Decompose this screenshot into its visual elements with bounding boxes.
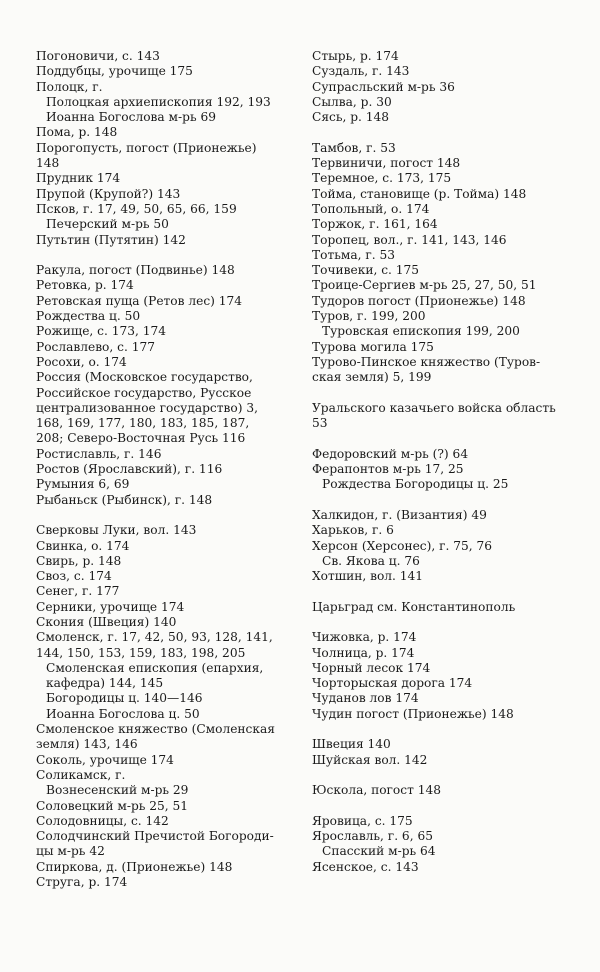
index-entry: [36, 584, 290, 599]
entry-line: Поддубцы, урочище 175: [36, 64, 193, 79]
entry-line: Свинка, о. 174: [36, 538, 130, 553]
entry-line: 168, 169, 177, 180, 183, 185, 187,: [36, 416, 250, 431]
entry-line: Струга, р. 174: [36, 875, 128, 890]
entry-line: Ретовская пуща (Ретов лес) 174: [36, 293, 243, 308]
entry-line: Ростиславль, г. 146: [36, 446, 162, 461]
index-subentry: [36, 95, 290, 110]
entry-line: Сверковы Луки, вол. 143: [36, 523, 197, 538]
index-entry: [312, 814, 574, 829]
entry-line: Прудник 174: [36, 171, 121, 186]
entry-line: Погоновичи, с. 143: [36, 49, 160, 63]
index-entry: [312, 860, 574, 875]
index-entry: [36, 187, 290, 202]
entry-line: Сылва, р. 30: [312, 94, 392, 109]
entry-line: Иоанна Богослова ц. 50: [46, 706, 200, 721]
entry-line: Солодовницы, с. 142: [36, 813, 169, 828]
index-entry: [312, 171, 574, 186]
index-subentry: [36, 661, 290, 692]
entry-line: земля) 143, 146: [36, 737, 138, 752]
index-entry: [36, 141, 290, 172]
section-gap: [312, 722, 574, 737]
entry-line: Яровица, с. 175: [312, 813, 413, 828]
entry-line: 208; Северо-Восточная Русь 116: [36, 431, 246, 446]
entry-line: Полоцкая архиепископия 192, 193: [46, 94, 271, 109]
entry-line: ская земля) 5, 199: [312, 370, 432, 385]
entry-line: 53: [312, 416, 328, 431]
index-entry: [36, 722, 290, 753]
entry-line: Ясенское, с. 143: [312, 859, 419, 874]
entry-line: Смоленская епископия (епархия,: [46, 660, 264, 675]
index-entry: [312, 80, 574, 95]
entry-line: Чорторыская дорога 174: [312, 676, 473, 691]
entry-line: Турова могила 175: [312, 339, 434, 354]
entry-line: Царьград см. Константинополь: [312, 599, 516, 614]
index-entry: [312, 676, 574, 691]
entry-line: Тудоров погост (Прионежье) 148: [312, 293, 526, 308]
section-gap: [312, 493, 574, 508]
entry-line: Чижовка, р. 174: [312, 630, 417, 645]
entry-line: Св. Якова ц. 76: [322, 553, 420, 568]
index-entry: [36, 799, 290, 814]
entry-line: централизованное государство) 3,: [36, 400, 258, 415]
index-subentry: [312, 477, 574, 492]
entry-line: Рославлево, с. 177: [36, 339, 155, 354]
entry-line: Торжок, г. 161, 164: [312, 217, 438, 232]
index-entry: [36, 324, 290, 339]
index-entry: [312, 462, 574, 477]
index-entry: [36, 80, 290, 95]
entry-line: Ростов (Ярославский), г. 116: [36, 462, 223, 477]
entry-line: Точивеки, с. 175: [312, 263, 420, 278]
entry-line: Смоленск, г. 17, 42, 50, 93, 128, 141,: [36, 630, 273, 645]
entry-line: Рожище, с. 173, 174: [36, 324, 167, 339]
entry-line: Чудин погост (Прионежье) 148: [312, 706, 514, 721]
entry-line: Вознесенский м-рь 29: [46, 783, 189, 798]
index-subentry: [312, 554, 574, 569]
entry-line: Росохи, о. 174: [36, 354, 127, 369]
entry-line: Чуданов лов 174: [312, 691, 419, 706]
index-entry: [312, 340, 574, 355]
index-entry: [312, 309, 574, 324]
entry-line: Стырь, р. 174: [312, 49, 399, 63]
index-entry: [36, 875, 290, 890]
index-entry: [36, 814, 290, 829]
entry-line: Чорный лесок 174: [312, 660, 431, 675]
entry-line: Ферапонтов м-рь 17, 25: [312, 462, 464, 477]
entry-line: Юскола, погост 148: [312, 783, 441, 798]
entry-line: Смоленское княжество (Смоленская: [36, 722, 275, 737]
entry-line: Супрасльский м-рь 36: [312, 79, 455, 94]
index-subentry: [36, 691, 290, 706]
index-entry: [36, 355, 290, 370]
index-entry: [312, 187, 574, 202]
entry-line: Топольный, о. 174: [312, 201, 430, 216]
entry-line: Тотьма, г. 53: [312, 247, 395, 262]
entry-line: Рыбаньск (Рыбинск), г. 148: [36, 492, 213, 507]
entry-line: Пома, р. 148: [36, 125, 118, 140]
section-gap: [312, 125, 574, 140]
section-gap: [36, 248, 290, 263]
index-column-right: [312, 49, 574, 875]
entry-line: Свирь, р. 148: [36, 553, 122, 568]
index-entry: [312, 737, 574, 752]
entry-line: Своз, с. 174: [36, 569, 112, 584]
entry-line: кафедра) 144, 145: [46, 676, 164, 691]
index-entry: [36, 263, 290, 278]
index-entry: [36, 829, 290, 860]
entry-line: Сенег, г. 177: [36, 584, 120, 599]
index-entry: [36, 125, 290, 140]
entry-line: Сясь, р. 148: [312, 110, 390, 125]
index-subentry: [36, 707, 290, 722]
entry-line: Турово-Пинское княжество (Туров-: [312, 354, 541, 369]
index-entry: [312, 233, 574, 248]
entry-line: Торопец, вол., г. 141, 143, 146: [312, 232, 507, 247]
entry-line: Псков, г. 17, 49, 50, 65, 66, 159: [36, 201, 237, 216]
index-entry: [312, 661, 574, 676]
index-entry: [312, 539, 574, 554]
index-entry: [36, 630, 290, 661]
entry-line: Федоровский м-рь (?) 64: [312, 446, 469, 461]
index-entry: [312, 523, 574, 538]
entry-line: Российское государство, Русское: [36, 385, 252, 400]
index-entry: [36, 309, 290, 324]
entry-line: Россия (Московское государство,: [36, 370, 253, 385]
index-entry: [36, 569, 290, 584]
entry-line: Путьтин (Путятин) 142: [36, 232, 186, 247]
section-gap: [312, 584, 574, 599]
entry-line: Соколь, урочище 174: [36, 752, 174, 767]
index-entry: [312, 508, 574, 523]
index-entry: [36, 768, 290, 783]
index-entry: [36, 539, 290, 554]
entry-line: 144, 150, 153, 159, 183, 198, 205: [36, 645, 246, 660]
entry-line: Херсон (Херсонес), г. 75, 76: [312, 538, 493, 553]
entry-line: Халкидон, г. (Византия) 49: [312, 507, 487, 522]
entry-line: Чолница, р. 174: [312, 645, 415, 660]
index-entry: [312, 691, 574, 706]
entry-line: Солодчинский Пречистой Богороди-: [36, 829, 274, 844]
index-entry: [312, 829, 574, 844]
index-entry: [312, 646, 574, 661]
index-entry: [312, 156, 574, 171]
index-entry: [312, 783, 574, 798]
section-gap: [312, 615, 574, 630]
index-entry: [312, 355, 574, 386]
index-entry: [36, 462, 290, 477]
entry-line: Спасский м-рь 64: [322, 844, 436, 859]
entry-line: Прупой (Крупой?) 143: [36, 186, 181, 201]
index-entry: [312, 263, 574, 278]
entry-line: Туров, г. 199, 200: [312, 309, 426, 324]
index-entry: [36, 600, 290, 615]
index-entry: [312, 248, 574, 263]
entry-line: Печерский м-рь 50: [46, 217, 169, 232]
index-entry: [36, 753, 290, 768]
entry-line: Серники, урочище 174: [36, 599, 185, 614]
entry-line: 148: [36, 156, 60, 171]
index-entry: [36, 233, 290, 248]
index-entry: [36, 171, 290, 186]
index-entry: [312, 95, 574, 110]
entry-line: Швеция 140: [312, 737, 391, 752]
entry-line: Ракула, погост (Подвинье) 148: [36, 263, 235, 278]
index-entry: [312, 110, 574, 125]
entry-line: Иоанна Богослова м-рь 69: [46, 110, 216, 125]
index-entry: [312, 141, 574, 156]
entry-line: Шуйская вол. 142: [312, 752, 428, 767]
entry-line: Хотшин, вол. 141: [312, 569, 424, 584]
index-entry: [36, 615, 290, 630]
entry-line: Тервиничи, погост 148: [312, 156, 461, 171]
entry-line: Теремное, с. 173, 175: [312, 171, 452, 186]
index-entry: [312, 569, 574, 584]
index-entry: [36, 370, 290, 446]
entry-line: Соликамск, г.: [36, 767, 126, 782]
index-entry: [36, 554, 290, 569]
index-entry: [312, 401, 574, 432]
index-entry: [36, 493, 290, 508]
entry-line: Ретовка, р. 174: [36, 278, 134, 293]
index-entry: [312, 630, 574, 645]
entry-line: цы м-рь 42: [36, 844, 105, 859]
entry-line: Румыния 6, 69: [36, 477, 130, 492]
index-entry: [312, 707, 574, 722]
entry-line: Туровская епископия 199, 200: [322, 324, 520, 339]
index-subentry: [36, 217, 290, 232]
entry-line: Харьков, г. 6: [312, 523, 394, 538]
index-subentry: [312, 844, 574, 859]
index-entry: [312, 294, 574, 309]
index-entry: [36, 447, 290, 462]
entry-line: Уральского казачьего войска область: [312, 400, 556, 415]
entry-line: Полоцк, г.: [36, 79, 103, 94]
index-entry: [312, 447, 574, 462]
entry-line: Рождества Богородицы ц. 25: [322, 477, 509, 492]
index-entry: [312, 600, 574, 615]
entry-line: Ярославль, г. 6, 65: [312, 829, 433, 844]
index-entry: [36, 860, 290, 875]
entry-line: Скония (Швеция) 140: [36, 614, 177, 629]
entry-line: Троице-Сергиев м-рь 25, 27, 50, 51: [312, 278, 537, 293]
entry-line: Соловецкий м-рь 25, 51: [36, 798, 189, 813]
entry-line: Порогопусть, погост (Прионежье): [36, 140, 257, 155]
section-gap: [312, 431, 574, 446]
index-entry: [312, 49, 574, 64]
section-gap: [312, 386, 574, 401]
entry-line: Тамбов, г. 53: [312, 140, 396, 155]
index-entry: [36, 49, 290, 64]
entry-line: Суздаль, г. 143: [312, 64, 410, 79]
index-entry: [312, 217, 574, 232]
entry-line: Тойма, становище (р. Тойма) 148: [312, 186, 527, 201]
index-entry: [312, 753, 574, 768]
index-subentry: [312, 324, 574, 339]
section-gap: [312, 799, 574, 814]
index-entry: [312, 202, 574, 217]
entry-line: Рождества ц. 50: [36, 309, 141, 324]
index-entry: [36, 477, 290, 492]
index-entry: [36, 523, 290, 538]
index-entry: [312, 64, 574, 79]
index-entry: [36, 340, 290, 355]
entry-line: Богородицы ц. 140—146: [46, 691, 203, 706]
index-entry: [36, 278, 290, 293]
index-entry: [36, 294, 290, 309]
index-entry: [312, 278, 574, 293]
index-entry: [36, 64, 290, 79]
entry-line: Спиркова, д. (Прионежье) 148: [36, 859, 233, 874]
index-subentry: [36, 110, 290, 125]
section-gap: [36, 508, 290, 523]
index-entry: [36, 202, 290, 217]
index-subentry: [36, 783, 290, 798]
section-gap: [312, 768, 574, 783]
index-column-left: [36, 49, 290, 890]
